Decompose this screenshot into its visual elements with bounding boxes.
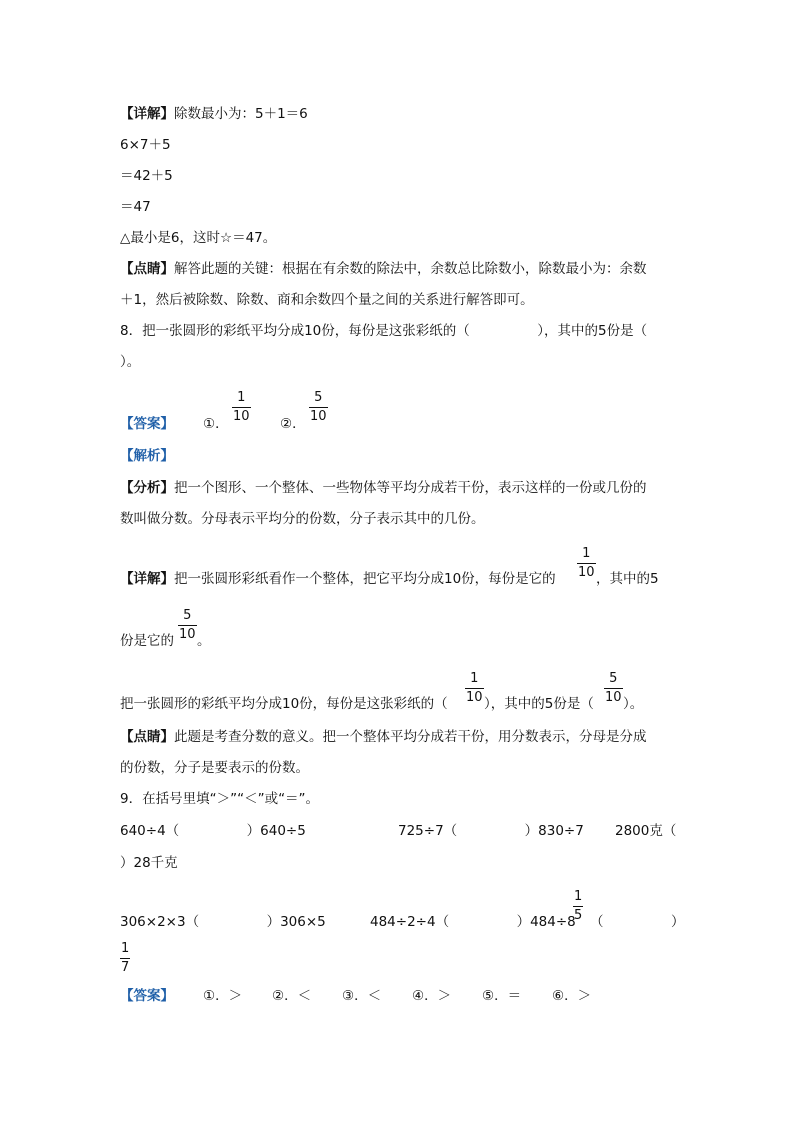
fraction-numerator: 1 (574, 889, 583, 904)
detail-tag: 【详解】 (120, 106, 174, 122)
q9-item-3-end: ）28千克 (120, 855, 178, 871)
q8-summary-part-c: ）。 (623, 696, 644, 712)
q9-item-3-start: 2800克（ (615, 823, 677, 839)
fraction-denominator: 10 (310, 409, 327, 424)
fraction-denominator: 10 (233, 409, 250, 424)
dianjing-text: 解答此题的关键：根据在有余数的除法中，余数总比除数小，除数最小为：余数 (174, 261, 647, 277)
q9-item-4: 306×2×3（ ）306×5 (120, 914, 326, 930)
fraction-denominator: 10 (179, 627, 196, 642)
q8-summary-part-a: 把一张圆形的彩纸平均分成10份，每份是这张彩纸的（ (120, 696, 448, 712)
fraction-denominator: 10 (605, 690, 622, 705)
q9-item-6-paren: （ ） (590, 914, 685, 930)
q9-item-5: 484÷2÷4（ ）484÷8 (370, 914, 576, 930)
q8-jiexi-tag: 【解析】 (120, 448, 174, 464)
q8-summary-fraction-2 (604, 671, 623, 706)
fraction-denominator: 10 (578, 565, 595, 580)
q8-xiangjie-line-1 (120, 570, 556, 588)
q9-title: 9．在括号里填“＞”“＜”或“＝”。 (120, 791, 320, 807)
q8-dianjing-line-2: 的份数，分子是要表示的份数。 (120, 760, 309, 776)
dianjing-line-1 (120, 260, 647, 278)
fraction-numerator: 5 (183, 608, 192, 623)
dianjing-line-2: ＋1，然后被除数、除数、商和余数四个量之间的关系进行解答即可。 (120, 292, 534, 308)
q9-answer-5: ⑤．＝ (482, 988, 522, 1004)
q9-item-2: 725÷7（ ）830÷7 (398, 823, 584, 839)
q8-xiangjie-line-1-tail: ，其中的5 (596, 571, 659, 587)
q8-answer-2-label: ②． (280, 416, 306, 432)
fraction-denominator: 5 (574, 908, 583, 923)
q9-item-6-fraction (573, 889, 583, 924)
q8-xiangjie-line-2-tail: 。 (197, 633, 211, 649)
q9-answer-4: ④．＞ (412, 988, 452, 1004)
q8-answer-1-fraction (232, 390, 251, 425)
xiangjie-text: 把一张圆形彩纸看作一个整体，把它平均分成10份，每份是它的 (174, 571, 556, 587)
q8-line-2: ）。 (120, 354, 141, 370)
q9-answer-3: ③．＜ (342, 988, 382, 1004)
dianjing-tag: 【点睛】 (120, 729, 174, 745)
q8-line-1: 8．把一张圆形的彩纸平均分成10份，每份是这张彩纸的（ ），其中的5份是（ (120, 323, 648, 339)
fraction-numerator: 1 (237, 390, 246, 405)
calc-line-1: 6×7＋5 (120, 137, 171, 153)
fraction-numerator: 5 (609, 671, 618, 686)
q8-fenxi-line-1 (120, 479, 647, 497)
detail-text: 除数最小为：5＋1＝6 (174, 106, 308, 122)
q9-answer-1: ①．＞ (203, 988, 243, 1004)
calc-line-3: ＝47 (120, 199, 151, 215)
fenxi-text: 把一个图形、一个整体、一些物体等平均分成若干份，表示这样的一份或几份的 (174, 480, 647, 496)
q9-answer-6: ⑥．＞ (552, 988, 592, 1004)
fraction-denominator: 10 (466, 690, 483, 705)
dianjing-tag: 【点睛】 (120, 261, 174, 277)
q8-fenxi-line-2: 数叫做分数。分母表示平均分的份数，分子表示其中的几份。 (120, 511, 485, 527)
fraction-numerator: 1 (470, 671, 479, 686)
q9-item-6-right-fraction (120, 941, 130, 976)
detail-line-1 (120, 105, 308, 123)
q8-summary-fraction-1 (465, 671, 484, 706)
q8-answer-2-fraction (309, 390, 328, 425)
calc-line-2: ＝42＋5 (120, 168, 173, 184)
fraction-numerator: 5 (314, 390, 323, 405)
q8-answer-1-label: ①． (203, 416, 229, 432)
conclusion-line: △最小是6，这时☆＝47。 (120, 230, 277, 246)
q8-xiangjie-fraction-1 (577, 546, 596, 581)
fenxi-tag: 【分析】 (120, 480, 174, 496)
q8-dianjing-line-1 (120, 728, 647, 746)
dianjing-text: 此题是考查分数的意义。把一个整体平均分成若干份，用分数表示，分母是分成 (174, 729, 647, 745)
q8-answer-tag: 【答案】 (120, 416, 174, 432)
q8-xiangjie-fraction-2 (178, 608, 197, 643)
q9-item-1: 640÷4（ ）640÷5 (120, 823, 306, 839)
xiangjie-tag: 【详解】 (120, 571, 174, 587)
fraction-numerator: 1 (121, 941, 130, 956)
fraction-denominator: 7 (121, 960, 130, 975)
q8-summary-part-b: ），其中的5份是（ (484, 696, 594, 712)
q9-answer-2: ②．＜ (272, 988, 312, 1004)
q8-xiangjie-line-2: 份是它的 (120, 633, 174, 649)
q9-answer-tag: 【答案】 (120, 988, 174, 1004)
fraction-numerator: 1 (582, 546, 591, 561)
